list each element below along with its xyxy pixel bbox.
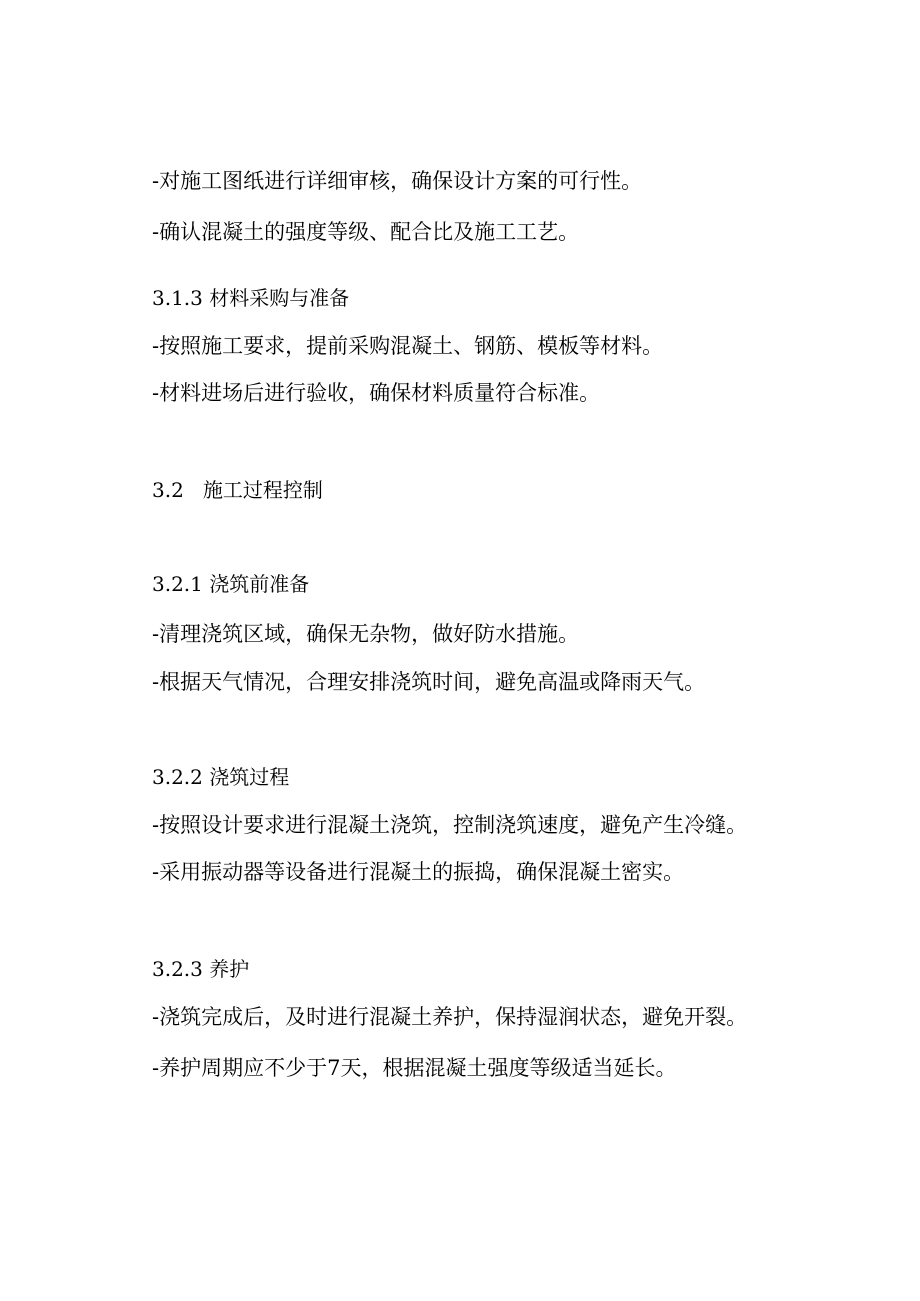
list-item: -养护周期应不少于7天，根据混凝土强度等级适当延长。 [152,1056,677,1080]
list-item: -浇筑完成后，及时进行混凝土养护，保持湿润状态，避免开裂。 [152,1005,748,1029]
section-heading-3-1-3: 3.1.3 材料采购与准备 [152,286,350,310]
list-item: -确认混凝土的强度等级、配合比及施工工艺。 [152,220,580,244]
list-item: -采用振动器等设备进行混凝土的振捣，确保混凝土密实。 [152,860,685,884]
list-item: -根据天气情况，合理安排浇筑时间，避免高温或降雨天气。 [152,670,706,694]
section-heading-3-2-1: 3.2.1 浇筑前准备 [152,572,310,596]
section-heading-3-2: 3.2 施工过程控制 [152,478,323,502]
list-item: -按照设计要求进行混凝土浇筑，控制浇筑速度，避免产生冷缝。 [152,813,748,837]
list-item: -对施工图纸进行详细审核，确保设计方案的可行性。 [152,169,643,193]
list-item: -材料进场后进行验收，确保材料质量符合标准。 [152,381,601,405]
section-heading-3-2-3: 3.2.3 养护 [152,957,250,981]
list-item: -清理浇筑区域，确保无杂物，做好防水措施。 [152,622,580,646]
section-heading-3-2-2: 3.2.2 浇筑过程 [152,765,290,789]
list-item: -按照施工要求，提前采购混凝土、钢筋、模板等材料。 [152,334,664,358]
